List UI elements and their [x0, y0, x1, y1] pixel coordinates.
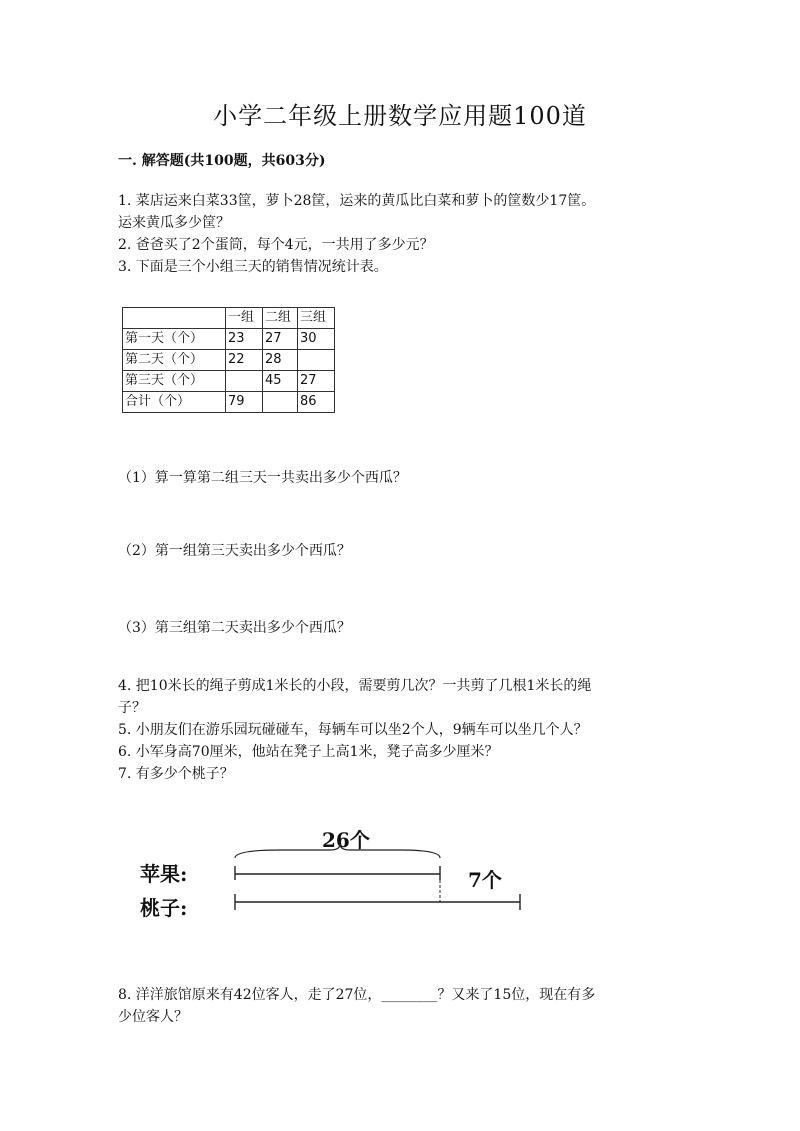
difference-label: 7个 [468, 868, 502, 892]
apple-label: 苹果: [140, 862, 188, 886]
table-cell: 30 [298, 329, 335, 350]
table-cell: 27 [263, 329, 298, 350]
table-header-cell [123, 308, 226, 329]
question-4-line-2: 子？ [118, 700, 146, 716]
table-row [123, 371, 335, 392]
table-row-label: 第二天（个） [123, 350, 226, 371]
table-cell [263, 392, 298, 413]
table-cell: 27 [298, 371, 335, 392]
peach-label: 桃子: [140, 896, 188, 920]
apple-count-label: 26个 [322, 828, 370, 852]
table-header-cell: 二组 [263, 308, 298, 329]
apple-brace [235, 844, 440, 858]
table-row [123, 350, 335, 371]
table-cell: 45 [263, 371, 298, 392]
section-header: 一. 解答题(共100题，共603分) [118, 153, 326, 169]
table-row-label: 合计（个） [123, 392, 226, 413]
question-2: 2. 爸爸买了2个蛋筒，每个4元，一共用了多少元？ [118, 237, 434, 253]
question-6: 6. 小军身高70厘米，他站在凳子上高1米，凳子高多少厘米？ [118, 744, 499, 760]
question-4-line-1: 4. 把10米长的绳子剪成1米长的小段，需要剪几次？一共剪了几根1米长的绳 [118, 678, 592, 694]
table-cell [298, 350, 335, 371]
question-5: 5. 小朋友们在游乐园玩碰碰车，每辆车可以坐2个人，9辆车可以坐几个人？ [118, 722, 588, 738]
table-cell: 28 [263, 350, 298, 371]
table-row [123, 329, 335, 350]
question-8-line-2: 少位客人？ [118, 1009, 188, 1025]
question-1-line-1: 1. 菜店运来白菜33筐，萝卜28筐，运来的黄瓜比白菜和萝卜的筐数少17筐。 [118, 193, 596, 209]
question-3-part-2: （2）第一组第三天卖出多少个西瓜？ [118, 543, 351, 559]
question-3-part-1: （1）算一算第二组三天一共卖出多少个西瓜？ [118, 470, 407, 486]
page-title: 小学二年级上册数学应用题100道 [213, 102, 587, 130]
table-cell: 22 [226, 350, 263, 371]
question-3: 3. 下面是三个小组三天的销售情况统计表。 [118, 259, 388, 275]
sales-table [122, 307, 335, 413]
table-header-row [123, 308, 335, 329]
question-7: 7. 有多少个桃子？ [118, 766, 234, 782]
question-1-line-2: 运来黄瓜多少筐？ [118, 215, 230, 231]
table-cell: 23 [226, 329, 263, 350]
table-row-label: 第三天（个） [123, 371, 226, 392]
table-cell: 86 [298, 392, 335, 413]
table-header-cell: 一组 [226, 308, 263, 329]
question-3-part-3: （3）第三组第二天卖出多少个西瓜？ [118, 620, 351, 636]
question-8-line-1: 8. 洋洋旅馆原来有42位客人，走了27位，________？又来了15位，现在有多 [118, 987, 596, 1003]
table-cell [226, 371, 263, 392]
table-cell: 79 [226, 392, 263, 413]
segment-diagram-svg [130, 820, 530, 930]
table-row-label: 第一天（个） [123, 329, 226, 350]
peach-diagram [130, 820, 530, 930]
table-row [123, 392, 335, 413]
table-header-cell: 三组 [298, 308, 335, 329]
